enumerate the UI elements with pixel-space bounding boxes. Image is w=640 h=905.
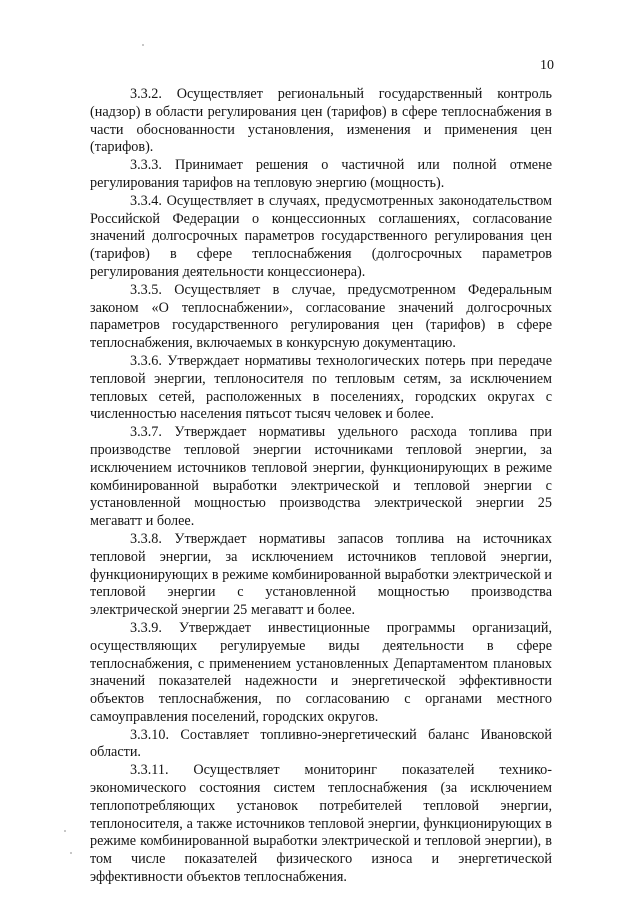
- paragraph-3-3-10: 3.3.10. Составляет топливно-энергетический баланс Ивановской области.: [90, 726, 552, 761]
- scan-speck: [70, 852, 72, 854]
- scan-speck: [64, 830, 66, 832]
- paragraph-3-3-7: 3.3.7. Утверждает нормативы удельного расхода топлива при производстве тепловой энергии источниками тепловой энергии, за исключением источников тепловой энергии, функционирующих в режиме комбинированной выработки электрической и тепловой энергии с установленной мощностью производства электрической энергии 25 мегаватт и более.: [90, 424, 552, 530]
- paragraph-3-3-5: 3.3.5. Осуществляет в случае, предусмотренном Федеральным законом «О теплоснабжении», согласование значений долгосрочных параметров государственного регулирования цен (тарифов) в сфере теплоснабжения, включаемых в конкурсную документацию.: [90, 281, 552, 352]
- paragraph-3-3-6: 3.3.6. Утверждает нормативы технологических потерь при передаче тепловой энергии, теплоносителя по тепловым сетям, за исключением тепловых сетей, расположенных в поселениях, городских округах с численностью населения пятьсот тысяч человек и более.: [90, 352, 552, 423]
- paragraph-3-3-3: 3.3.3. Принимает решения о частичной или полной отмене регулирования тарифов на тепловую энергию (мощность).: [90, 157, 552, 191]
- paragraph-3-3-8: 3.3.8. Утверждает нормативы запасов топлива на источниках тепловой энергии, за исключением источников тепловой энергии, функционирующих в режиме комбинированной выработки электрической и тепловой энергии с установленной мощностью производства электрической энергии 25 мегаватт и более.: [90, 530, 552, 619]
- paragraph-3-3-2: 3.3.2. Осуществляет региональный государственный контроль (надзор) в области регулирования цен (тарифов) в сфере теплоснабжения в части обоснованности установления, изменения и применения цен (тарифов).: [90, 86, 552, 156]
- scan-speck: [142, 44, 144, 46]
- paragraph-3-3-11: 3.3.11. Осуществляет мониторинг показателей технико-экономического состояния систем теплоснабжения (за исключением теплопотребляющих установок потребителей тепловой энергии, теплоносителя, а также источников тепловой энергии, функционирующих в режиме комбинированной выработки электрической и тепловой энергии), в том числе показателей физического износа и энергетической эффективности объектов теплоснабжения.: [90, 762, 552, 886]
- document-body: [90, 86, 552, 887]
- page-number: 10: [540, 58, 554, 73]
- paragraph-3-3-9: 3.3.9. Утверждает инвестиционные программы организаций, осуществляющих регулируемые виды деятельности в сфере теплоснабжения, с применением установленных Департаментом плановых значений показателей надежности и энергетической эффективности объектов теплоснабжения, по согласованию с органами местного самоуправления поселений, городских округов.: [90, 619, 552, 725]
- paragraph-3-3-4: 3.3.4. Осуществляет в случаях, предусмотренных законодательством Российской Федерации о концессионных соглашениях, согласование значений долгосрочных параметров государственного регулирования цен (тарифов) в сфере теплоснабжения (долгосрочных параметров регулирования деятельности концессионера).: [90, 192, 552, 280]
